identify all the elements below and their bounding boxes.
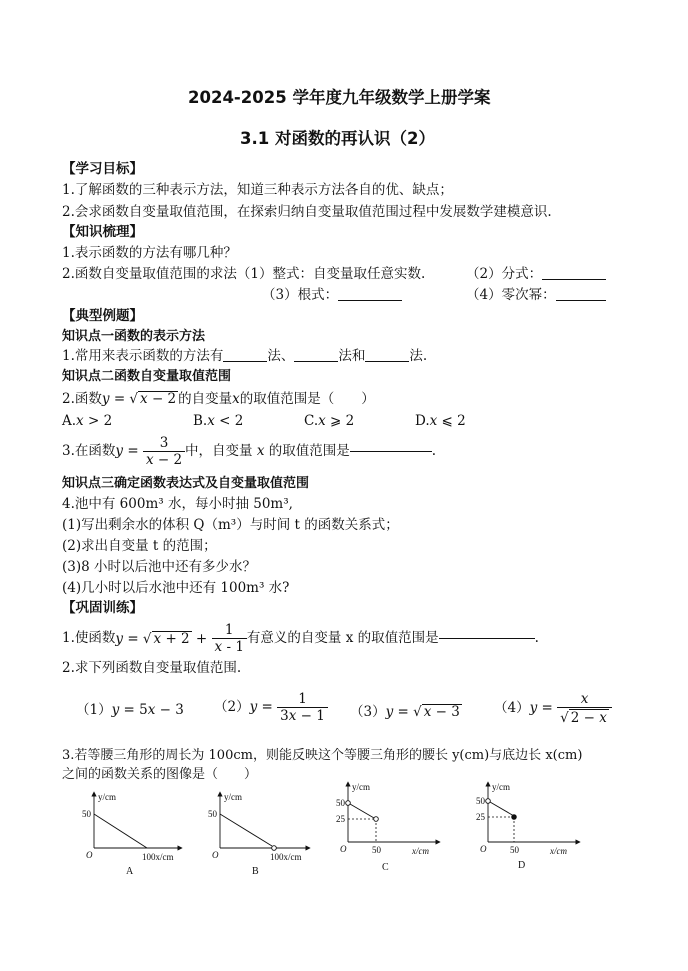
zero-power-blank[interactable]	[556, 300, 606, 301]
review-q2-zero-power	[466, 289, 606, 303]
ex3-blank[interactable]	[350, 451, 432, 452]
practice-heading: 【巩固训练】	[62, 600, 143, 616]
example-4-part-1: (1)写出剩余水的体积 Q（m³）与时间 t 的函数关系式；	[62, 517, 399, 533]
example-4-part-3: (3)8 小时以后池中还有多少水？	[62, 559, 257, 575]
graph-a-origin: O	[86, 850, 93, 860]
radical-blank[interactable]	[338, 300, 402, 301]
graph-c[interactable]	[330, 780, 442, 872]
practice-2-item-1: （1）y = 5x − 3	[76, 702, 184, 718]
graph-d-ylabel: y/cm	[492, 782, 510, 792]
goal-item-1: 1.了解函数的三种表示方法，知道三种表示方法各自的优、缺点；	[62, 182, 453, 198]
example-4-part-2: (2)求出自变量 t 的范围；	[62, 538, 217, 554]
example-4-part-4: (4)几小时以后水池中还有 100m³ 水?	[62, 580, 290, 596]
graph-a-ylabel: y/cm	[98, 792, 116, 802]
graph-a-label: A	[126, 866, 134, 877]
zero-power-label: （4）零次幂：	[466, 287, 556, 303]
radical-label: （3）根式：	[262, 287, 339, 303]
graph-b-label: B	[252, 866, 259, 877]
ex3-fraction: $\frac{3}{x - 2}$	[143, 436, 185, 467]
practice-2-item-4: （4）y = $\frac{x}{√ 2 - x}$	[494, 692, 612, 725]
practice-1: 1.使函数y = √ x + 2 + $\frac{1}{x - 1}$ 有意义的自变量 x 的取值范围是 .	[62, 622, 539, 656]
graph-d-tick-50: 50	[476, 796, 485, 806]
ex2-option-c[interactable]: C.x ⩾ 2	[304, 413, 355, 429]
graph-c-origin: O	[340, 844, 347, 854]
graph-d-tick-25: 25	[476, 812, 485, 822]
practice-3-line-2: 之间的函数关系的图像是（ ）	[62, 767, 258, 782]
graph-d-tick-x50: 50	[510, 845, 519, 855]
graph-c-svg	[330, 780, 442, 872]
graph-b-tick-50: 50	[208, 809, 217, 819]
ex1-blank-2[interactable]	[294, 361, 338, 362]
review-q2-text: 2.函数自变量取值范围的求法（1）整式：自变量取任意实数.	[62, 266, 426, 282]
review-heading: 【知识梳理】	[62, 224, 143, 240]
graph-b-xlabel: 100x/cm	[270, 852, 302, 862]
ex1-blank-1[interactable]	[223, 361, 267, 362]
graph-b-ylabel: y/cm	[224, 792, 242, 802]
p1-blank[interactable]	[439, 638, 535, 639]
page-title: 2024-2025 学年度九年级数学上册学案	[188, 88, 491, 107]
graph-c-tick-x50: 50	[372, 845, 381, 855]
graph-d-xlabel: x/cm	[550, 846, 567, 856]
lesson-title: 3.1 对函数的再认识（2）	[240, 129, 435, 148]
goals-heading: 【学习目标】	[62, 161, 143, 177]
graph-d[interactable]	[470, 780, 582, 872]
ex1-blank-3[interactable]	[365, 361, 409, 362]
ex2-option-a[interactable]: A.x > 2	[62, 413, 113, 429]
practice-2-item-3: （3）y = √ x − 3	[350, 704, 460, 720]
graph-a-xlabel: 100x/cm	[142, 852, 174, 862]
graph-a[interactable]	[74, 790, 184, 877]
practice-3-line-1: 3.若等腰三角形的周长为 100cm，则能反映这个等腰三角形的腰长 y(cm)与底边长 x(cm)	[62, 748, 583, 763]
examples-heading: 【典型例题】	[62, 308, 143, 324]
practice-2: 2.求下列函数自变量取值范围.	[62, 660, 242, 676]
example-3: 3.在函数y = $\frac{3}{x - 2}$ 中，自变量 x 的取值范围是 .	[62, 435, 437, 469]
ex2-option-d[interactable]: D.x ⩽ 2	[415, 413, 466, 429]
graph-d-svg	[470, 780, 582, 872]
knowledge-point-2: 知识点二函数自变量取值范围	[62, 369, 232, 384]
graph-a-tick-50: 50	[82, 809, 91, 819]
review-q2-radical	[262, 289, 402, 303]
example-2: 2.函数y = √ x − 2 的自变量x的取值范围是（ ）	[62, 391, 375, 407]
example-4: 4.池中有 600m³ 水，每小时抽 50m³,	[62, 496, 293, 512]
graph-b[interactable]	[200, 790, 312, 877]
graph-c-tick-50: 50	[336, 798, 345, 808]
review-question-1: 1.表示函数的方法有哪几种？	[62, 245, 237, 261]
graph-c-xlabel: x/cm	[412, 846, 429, 856]
review-question-2	[62, 268, 425, 282]
review-q2-fraction	[466, 268, 606, 282]
fraction-label: （2）分式：	[466, 266, 543, 282]
goal-item-2: 2.会求函数自变量取值范围，在探索归纳自变量取值范围过程中发展数学建模意识.	[62, 204, 552, 220]
ex3-formula: y =	[115, 442, 143, 459]
graph-c-label: C	[382, 862, 389, 873]
fraction-blank[interactable]	[542, 279, 606, 280]
example-1: 1.常用来表示函数的方法有 法、 法和 法.	[62, 348, 428, 364]
graph-d-origin: O	[480, 844, 487, 854]
graph-b-origin: O	[212, 850, 219, 860]
practice-2-item-2: （2）y = $\frac{1}{3x - 1}$	[214, 692, 328, 723]
graph-d-label: D	[518, 860, 526, 871]
ex2-formula: y = √ x − 2	[101, 391, 177, 407]
knowledge-point-1: 知识点一函数的表示方法	[62, 329, 206, 344]
graph-c-tick-25: 25	[336, 814, 345, 824]
ex2-option-b[interactable]: B.x < 2	[193, 413, 244, 429]
knowledge-point-3: 知识点三确定函数表达式及自变量取值范围	[62, 476, 310, 491]
graph-c-ylabel: y/cm	[352, 782, 370, 792]
p1-fraction: $\frac{1}{x - 1}$	[212, 623, 247, 654]
